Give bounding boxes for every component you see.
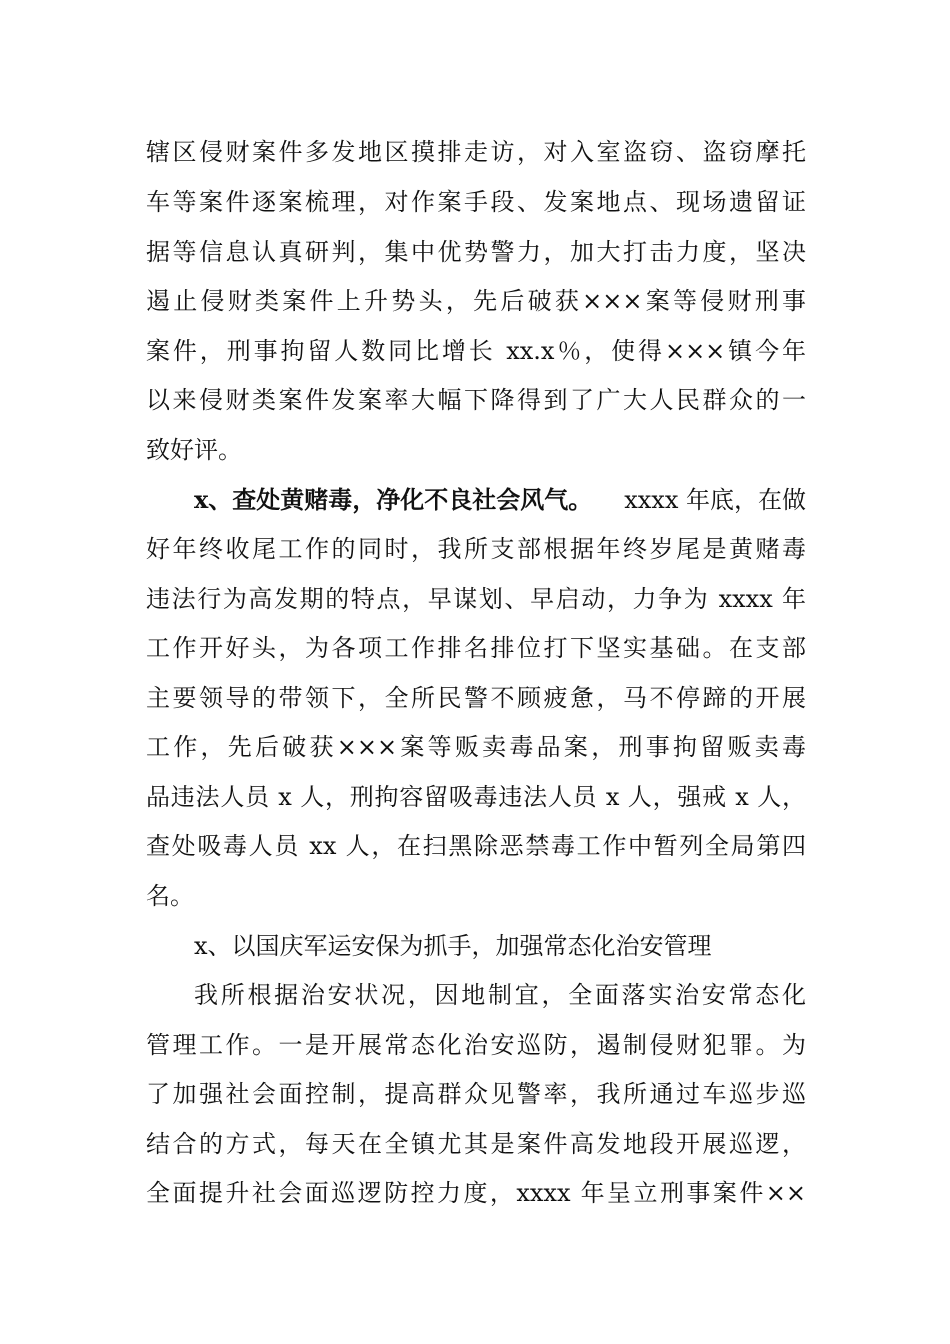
text-line: 车等案件逐案梳理，对作案手段、发案地点、现场遗留证 xyxy=(146,188,806,216)
paragraph-heading: x、查处黄赌毒，净化不良社会风气。 xyxy=(194,485,593,514)
text-line: 结合的方式，每天在全镇尤其是案件高发地段开展巡逻， xyxy=(146,1130,806,1158)
text-line: 名。 xyxy=(146,882,194,910)
text-line: 违法行为高发期的特点，早谋划、早启动，力争为 xxxx 年 xyxy=(146,585,806,613)
text-line: 全面提升社会面巡逻防控力度，xxxx 年呈立刑事案件×× xyxy=(146,1179,806,1207)
text-line: 工作开好头，为各项工作排名排位打下坚实基础。在支部 xyxy=(146,634,806,662)
text-line: 以来侵财类案件发案率大幅下降得到了广大人民群众的一 xyxy=(146,386,806,414)
paragraph-heading-line xyxy=(194,484,806,516)
text-line: 据等信息认真研判，集中优势警力，加大打击力度，坚决 xyxy=(146,238,806,266)
text-line: 好年终收尾工作的同时，我所支部根据年终岁尾是黄赌毒 xyxy=(146,535,806,563)
text-line: 了加强社会面控制，提高群众见警率，我所通过车巡步巡 xyxy=(146,1080,806,1108)
text-line: 辖区侵财案件多发地区摸排走访，对入室盗窃、盗窃摩托 xyxy=(146,138,806,166)
text-fragment: xxxx 年底，在做 xyxy=(624,486,806,514)
section-heading: x、以国庆军运安保为抓手，加强常态化治安管理 xyxy=(194,932,712,960)
text-line: 致好评。 xyxy=(146,436,242,464)
text-line: 查处吸毒人员 xx 人，在扫黑除恶禁毒工作中暂列全局第四 xyxy=(146,832,806,860)
text-line: 遏止侵财类案件上升势头，先后破获×××案等侵财刑事 xyxy=(146,287,806,315)
text-line: 品违法人员 x 人，刑拘容留吸毒违法人员 x 人，强戒 x 人， xyxy=(146,783,806,811)
text-line: 我所根据治安状况，因地制宜，全面落实治安常态化 xyxy=(194,981,806,1009)
text-line: 工作，先后破获×××案等贩卖毒品案，刑事拘留贩卖毒 xyxy=(146,733,806,761)
text-line: 主要领导的带领下，全所民警不顾疲惫，马不停蹄的开展 xyxy=(146,684,806,712)
text-line: 案件，刑事拘留人数同比增长 xx.x％，使得×××镇今年 xyxy=(146,337,806,365)
text-line: 管理工作。一是开展常态化治安巡防，遏制侵财犯罪。为 xyxy=(146,1031,806,1059)
